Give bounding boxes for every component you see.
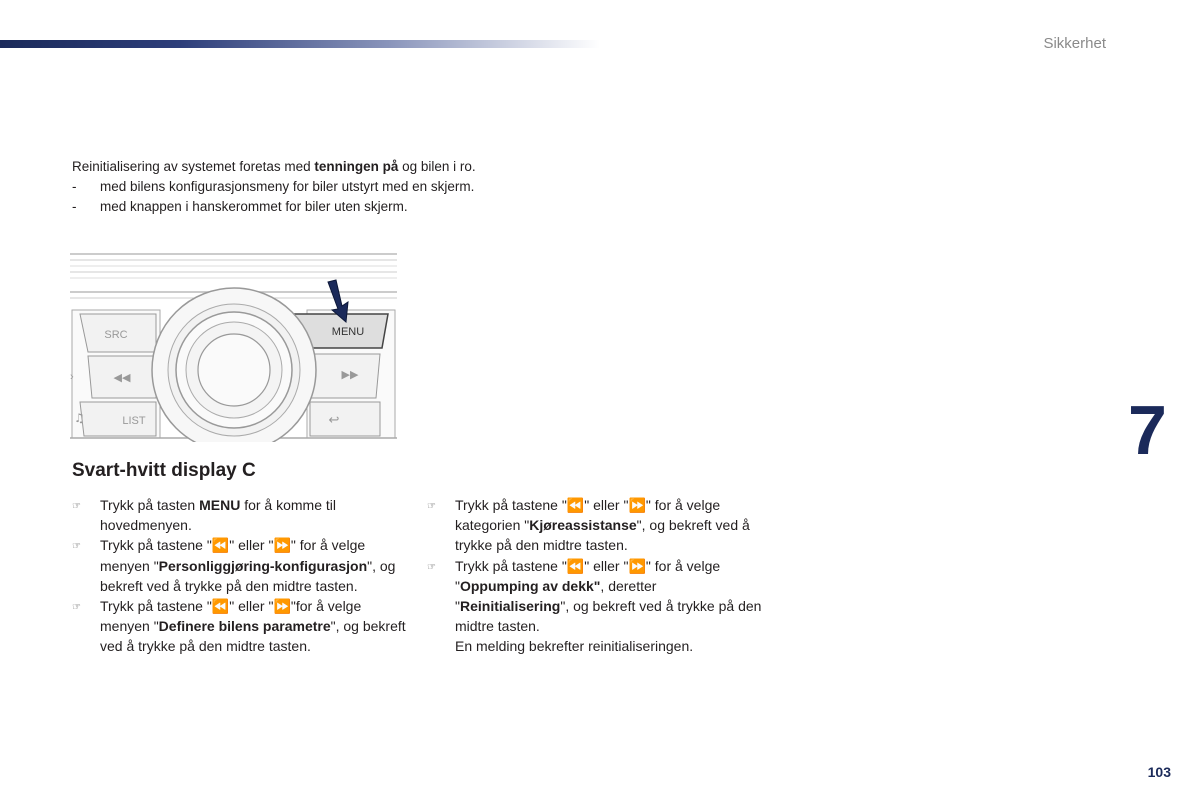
intro-text <box>72 157 632 217</box>
music-note-icon: ♫ <box>74 411 85 425</box>
left-instructions <box>72 495 407 657</box>
page-number: 103 <box>1147 764 1171 780</box>
instruction-step: ☞ Trykk på tastene "⏪" eller "⏩" for å velge "Oppumping av dekk", deretter "Reinitialisering", og bekreft ved å trykke på den midtre tasten. <box>427 556 762 637</box>
finger-pointer-icon: ☞ <box>427 501 436 512</box>
previous-icon: ⏪ <box>566 557 585 574</box>
finger-pointer-icon: ☞ <box>427 561 436 573</box>
instruction-step: ☞ Trykk på tasten MENU for å komme til hovedmenyen. <box>72 495 407 535</box>
intro-line: Reinitialisering av systemet foretas med tenningen på og bilen i ro. <box>72 159 476 174</box>
instruction-step: ☞ Trykk på tastene "⏪" eller "⏩" for å velge menyen "Personliggjøring-konfigurasjon", og bekreft ved å trykke på den midtre tasten. <box>72 535 407 596</box>
previous-icon: ⏪ <box>211 537 230 554</box>
control-panel-illustration <box>70 252 397 442</box>
next-icon: ⏩ <box>628 557 646 574</box>
back-icon: ↩ <box>328 413 340 428</box>
intro-list-item: - med bilens konfigurasjonsmeny for biler utstyrt med en skjerm. <box>72 179 475 194</box>
finger-pointer-icon: ☞ <box>72 602 81 614</box>
instruction-step: ☞ Trykk på tastene "⏪" eller "⏩"for å velge menyen "Definere bilens parametre", og bekreft ved å trykke på den midtre tasten. <box>72 596 407 657</box>
previous-icon: ⏪ <box>566 497 585 513</box>
finger-pointer-icon: ☞ <box>72 501 81 512</box>
confirmation-note: En melding bekrefter reinitialiseringen. <box>455 638 694 655</box>
list-button-label: LIST <box>122 415 146 427</box>
section-title: Sikkerhet <box>1043 35 1106 52</box>
next-icon: ⏩ <box>628 497 646 513</box>
partial-icon: › <box>70 371 74 383</box>
chapter-number: 7 <box>1128 391 1167 469</box>
menu-button-label: MENU <box>331 326 365 338</box>
next-icon: ⏩ <box>273 598 291 615</box>
rewind-icon: ◀◀ <box>113 372 131 384</box>
fast-forward-icon: ▶▶ <box>341 369 359 381</box>
instruction-step: ☞ Trykk på tastene "⏪" eller "⏩" for å velge kategorien "Kjøreassistanse", og bekreft ved å trykke på den midtre tasten. <box>427 495 762 556</box>
next-icon: ⏩ <box>273 537 291 554</box>
right-instructions <box>427 495 762 657</box>
finger-pointer-icon: ☞ <box>72 541 81 553</box>
display-heading: Svart-hvitt display C <box>72 460 256 481</box>
header-gradient-bar <box>0 40 600 48</box>
src-button-label: SRC <box>104 329 128 341</box>
intro-list-item: - med knappen i hanskerommet for biler uten skjerm. <box>72 199 408 214</box>
previous-icon: ⏪ <box>211 598 230 615</box>
